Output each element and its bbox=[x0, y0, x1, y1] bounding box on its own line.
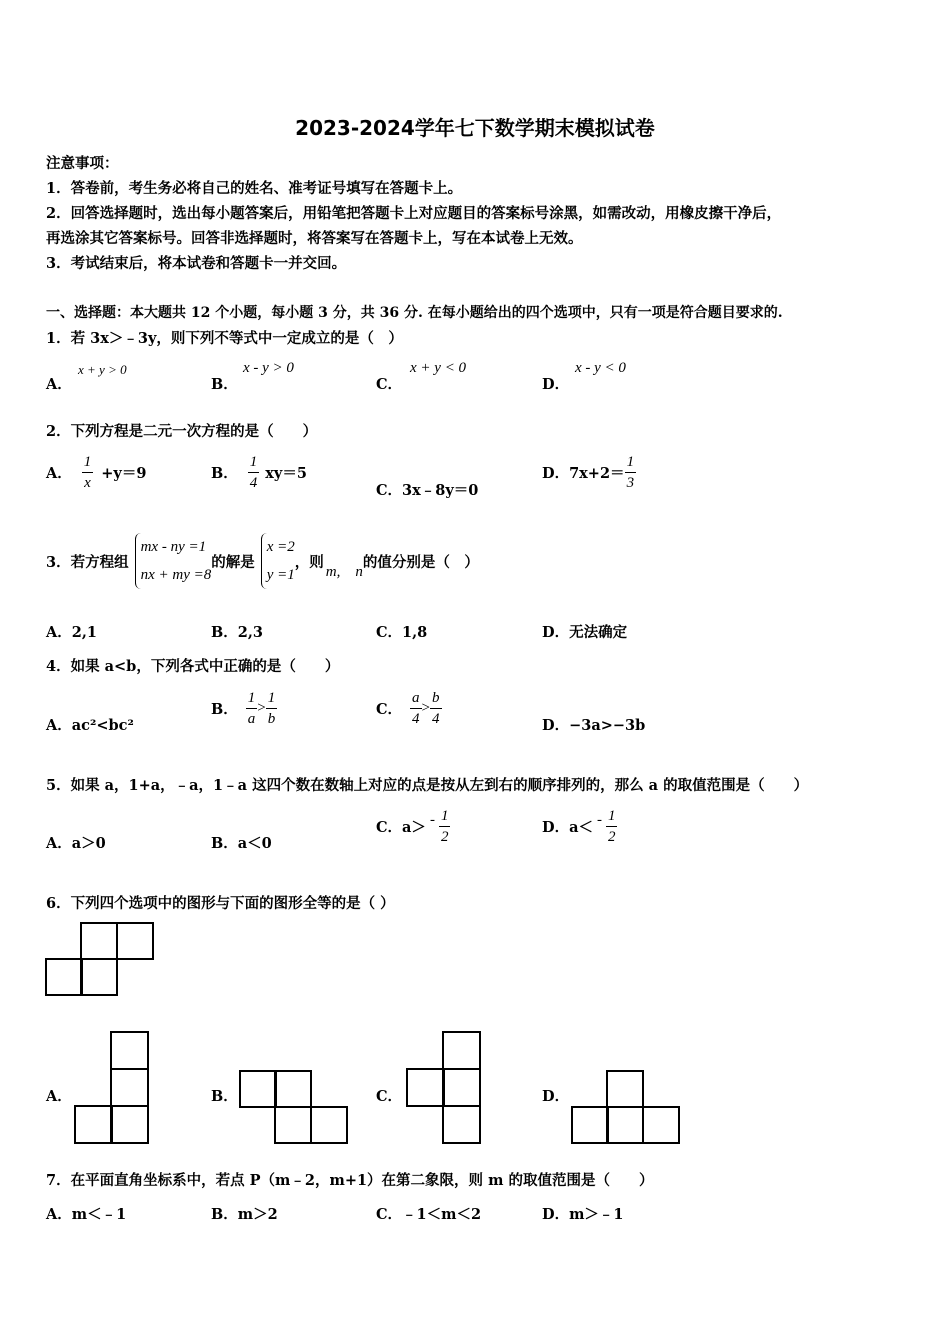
q5-option-d bbox=[542, 806, 617, 847]
q5-d-den: 2 bbox=[607, 829, 616, 845]
q4-c-den1: 4 bbox=[412, 711, 420, 727]
q4-b-frac2 bbox=[266, 688, 278, 729]
q4-label-c: C． bbox=[376, 701, 403, 718]
q4-c-frac1 bbox=[410, 688, 422, 729]
q4-option-c bbox=[376, 688, 442, 729]
q4-option-b bbox=[211, 688, 277, 729]
q6-label-d: D． bbox=[542, 1088, 570, 1105]
q6-label-c: C． bbox=[376, 1088, 403, 1105]
q1-label-b: B． bbox=[211, 376, 238, 393]
q4-b-op: > bbox=[257, 700, 266, 716]
q1-stem: 1．若 3x＞﹣3y，则下列不等式中一定成立的是（ ） bbox=[46, 330, 403, 347]
q1-option-d: x - y < 0 bbox=[575, 360, 626, 376]
q2-a-den: x bbox=[84, 475, 91, 491]
q2-option-d bbox=[542, 452, 636, 493]
q5-c-num: 1 bbox=[439, 806, 451, 827]
q5-d-frac bbox=[606, 806, 618, 847]
q4-option-a: A．ac²<bc² bbox=[46, 717, 134, 734]
q6-figure-c bbox=[404, 1028, 484, 1146]
q6-label-a: A． bbox=[46, 1088, 72, 1105]
q3-system bbox=[135, 533, 212, 589]
q2-c-text: 3x﹣8y＝0 bbox=[402, 482, 479, 499]
q1-option-c: x + y < 0 bbox=[410, 360, 467, 376]
q3-s2: y =1 bbox=[266, 567, 295, 583]
note-1: 1．答卷前，考生务必将自己的姓名、准考证号填写在答题卡上。 bbox=[46, 180, 463, 197]
q1-option-a: x + y > 0 bbox=[78, 362, 127, 377]
q5-d-neg: - bbox=[596, 812, 602, 828]
q2-a-rest: +y＝9 bbox=[101, 465, 147, 482]
q2-b-rest: xy＝5 bbox=[265, 465, 307, 482]
q2-b-den: 4 bbox=[249, 475, 258, 491]
q1-label-a: A． bbox=[46, 376, 72, 393]
q5-c-frac bbox=[439, 806, 451, 847]
q7-option-a: A．m＜﹣1 bbox=[46, 1206, 127, 1223]
q3-pre: 3．若方程组 bbox=[46, 553, 129, 571]
q2-d-den: 3 bbox=[626, 475, 635, 491]
q2-d-fraction bbox=[625, 452, 637, 493]
q2-b-fraction bbox=[248, 452, 260, 493]
q6-label-b: B． bbox=[211, 1088, 238, 1105]
q4-c-num2: b bbox=[430, 688, 442, 709]
q4-b-frac1 bbox=[246, 688, 258, 729]
notes-heading: 注意事项： bbox=[46, 155, 119, 172]
q4-b-den2: b bbox=[267, 711, 276, 727]
q4-c-op: > bbox=[421, 700, 431, 716]
q2-label-d: D． bbox=[542, 465, 570, 482]
q4-c-den2: 4 bbox=[432, 711, 440, 727]
q2-label-b: B． bbox=[211, 465, 238, 482]
q5-d-pre: D．a＜ bbox=[542, 819, 593, 836]
q7-option-d: D．m＞﹣1 bbox=[542, 1206, 624, 1223]
q5-option-b: B．a＜0 bbox=[211, 835, 272, 852]
q6-figure-a bbox=[72, 1028, 152, 1146]
q7-stem: 7．在平面直角坐标系中，若点 P（m﹣2，m+1）在第二象限，则 m 的取值范围是（ ） bbox=[46, 1172, 654, 1189]
q5-d-num: 1 bbox=[606, 806, 618, 827]
note-3: 3．考试结束后，将本试卷和答题卡一并交回。 bbox=[46, 255, 347, 272]
q5-c-den: 2 bbox=[440, 829, 449, 845]
q4-b-den1: a bbox=[247, 711, 256, 727]
note-2b: 再选涂其它答案标号。回答非选择题时，将答案写在答题卡上，写在本试卷上无效。 bbox=[46, 230, 583, 247]
q3-s1: x =2 bbox=[266, 539, 295, 555]
q4-label-b: B． bbox=[211, 701, 238, 718]
q3-option-c: C．1,8 bbox=[376, 624, 428, 641]
q6-reference-figure bbox=[44, 920, 158, 1000]
q3-option-a: A．2,1 bbox=[46, 624, 97, 641]
q5-option-a: A．a＞0 bbox=[46, 835, 106, 852]
q2-label-c: C． bbox=[376, 482, 403, 499]
q2-option-a bbox=[46, 452, 146, 493]
q6-stem: 6．下列四个选项中的图形与下面的图形全等的是（ ） bbox=[46, 895, 395, 912]
q3-option-d: D．无法确定 bbox=[542, 624, 628, 641]
q4-option-d: D．−3a>−3b bbox=[542, 717, 646, 734]
q2-a-fraction bbox=[82, 452, 94, 493]
q3-post: 的值分别是（ ） bbox=[362, 553, 479, 571]
q5-option-c bbox=[376, 806, 450, 847]
q5-c-pre: C．a＞ bbox=[376, 819, 426, 836]
q3-stem bbox=[46, 533, 479, 589]
q3-vars: m, n bbox=[325, 563, 363, 580]
q6-figure-b bbox=[237, 1068, 351, 1146]
q3-then: ，则 bbox=[294, 553, 324, 571]
q2-stem: 2．下列方程是二元一次方程的是（ ） bbox=[46, 423, 318, 440]
q7-option-b: B．m＞2 bbox=[211, 1206, 278, 1223]
q2-option-c bbox=[376, 479, 478, 500]
q2-a-num: 1 bbox=[82, 452, 94, 473]
q1-label-c: C． bbox=[376, 376, 403, 393]
q3-option-b: B．2,3 bbox=[211, 624, 263, 641]
q5-stem: 5．如果 a，1+a，﹣a，1﹣a 这四个数在数轴上对应的点是按从左到右的顺序排列的，那么 a 的取值范围是（ ） bbox=[46, 777, 809, 794]
q2-label-a: A． bbox=[46, 465, 72, 482]
q4-stem: 4．如果 a<b，下列各式中正确的是（ ） bbox=[46, 658, 340, 675]
q3-eq2: nx + my =8 bbox=[140, 567, 212, 583]
q4-c-num1: a bbox=[410, 688, 422, 709]
q3-eq1: mx - ny =1 bbox=[140, 539, 207, 555]
q2-option-b bbox=[211, 452, 307, 493]
q7-option-c: C．﹣1＜m＜2 bbox=[376, 1206, 482, 1223]
q4-b-num1: 1 bbox=[246, 688, 258, 709]
q1-option-b: x - y > 0 bbox=[243, 360, 294, 376]
q4-c-frac2 bbox=[430, 688, 442, 729]
q4-b-num2: 1 bbox=[266, 688, 278, 709]
q2-d-pre: 7x+2＝ bbox=[569, 465, 625, 482]
q2-b-num: 1 bbox=[248, 452, 260, 473]
section-heading: 一、选择题：本大题共 12 个小题，每小题 3 分，共 36 分. 在每小题给出的四个选项中，只有一项是符合题目要求的. bbox=[46, 305, 783, 321]
q3-solution bbox=[261, 533, 295, 589]
q6-figure-d bbox=[569, 1068, 685, 1146]
page-title: 2023-2024学年七下数学期末模拟试卷 bbox=[295, 116, 655, 140]
q5-c-neg: - bbox=[429, 812, 435, 828]
q2-d-num: 1 bbox=[625, 452, 637, 473]
q1-label-d: D． bbox=[542, 376, 570, 393]
note-2a: 2．回答选择题时，选出每小题答案后，用铅笔把答题卡上对应题目的答案标号涂黑，如需改动，用橡皮擦干净后， bbox=[46, 205, 782, 222]
q3-mid: 的解是 bbox=[211, 553, 255, 571]
